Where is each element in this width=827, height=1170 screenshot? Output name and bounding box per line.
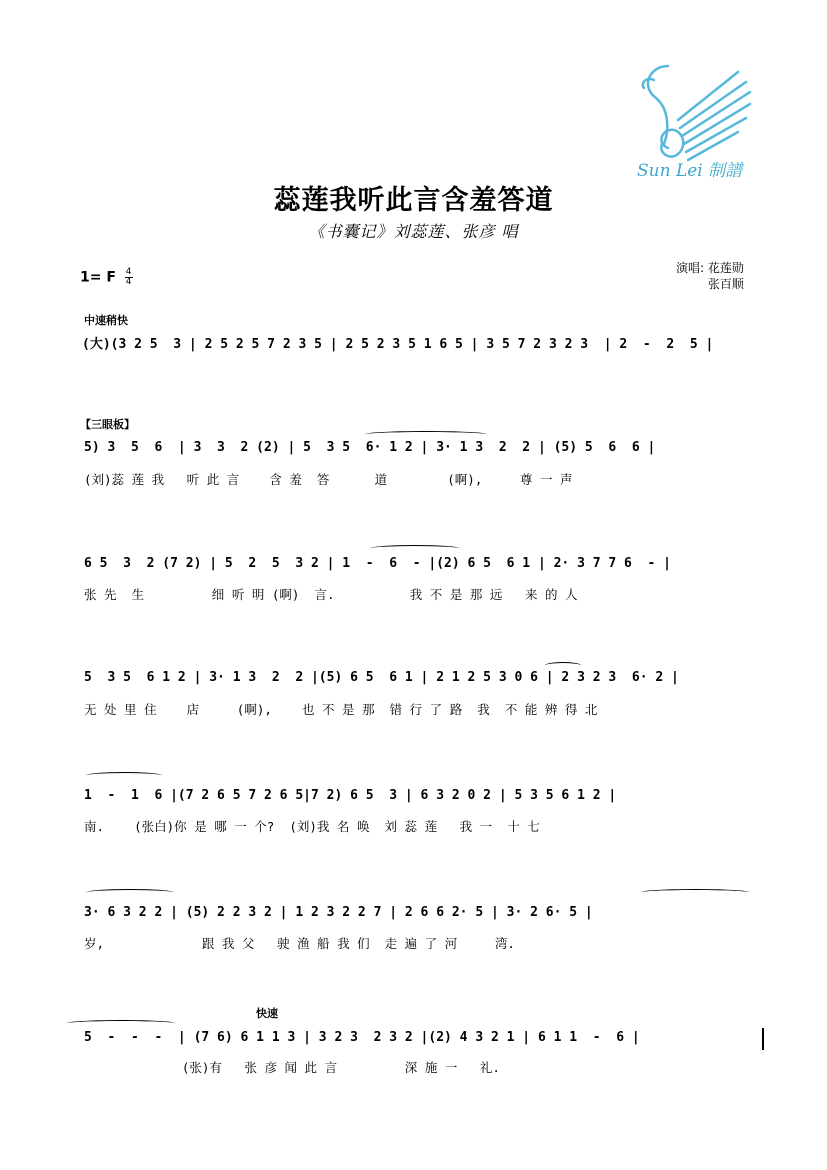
page-subtitle: 《书囊记》刘蕊莲、张彦 唱 bbox=[308, 222, 519, 241]
slur bbox=[86, 889, 174, 896]
time-sig-bottom: 4 bbox=[125, 277, 132, 287]
barline-final bbox=[762, 1028, 764, 1050]
lyrics-line-6: 岁, 跟 我 父 驶 渔 船 我 们 走 遍 了 河 湾. bbox=[84, 936, 515, 951]
notation-line-4: 5 3 5 6 1 2 | 3· 1 3 2 2 |(5) 6 5 6 1 | 2 1 2 5 3 0 6 | 2 3 2 3 6· 2 | bbox=[84, 670, 679, 685]
credits bbox=[676, 260, 744, 292]
notation-line-3: 6 5 3 2 (7 2) | 5 2 5 3 2 | 1 - 6 - |(2) 6 5 6 1 | 2· 3 7 7 6 - | bbox=[84, 556, 671, 571]
tempo-marking-fast: 快速 bbox=[256, 1007, 278, 1020]
notation-line-1: (大)(3 2 5 3 | 2 5 2 5 7 2 3 5 | 2 5 2 3 5 1 6 5 | 3 5 7 2 3 2 3 | 2 - 2 5 | bbox=[82, 337, 714, 352]
credits-names bbox=[708, 260, 744, 292]
key-signature bbox=[80, 268, 133, 287]
singer-2: 张百顺 bbox=[707, 277, 744, 291]
slur bbox=[364, 431, 488, 438]
slur bbox=[640, 889, 750, 896]
page-title: 蕊莲我听此言含羞答道 bbox=[273, 185, 554, 216]
slur bbox=[545, 662, 581, 669]
credits-label: 演唱: bbox=[676, 261, 705, 275]
notation-line-6: 3· 6 3 2 2 | (5) 2 2 3 2 | 1 2 3 2 2 7 | 2 6 6 2· 5 | 3· 2 6· 5 | bbox=[84, 905, 593, 920]
slur bbox=[66, 1020, 176, 1027]
singer-1: 花莲勋 bbox=[707, 261, 744, 275]
time-signature bbox=[125, 268, 133, 287]
time-sig-top: 4 bbox=[125, 267, 132, 277]
lyrics-line-7: (张)有 张 彦 闻 此 言 深 施 一 礼. bbox=[84, 1060, 500, 1075]
slur bbox=[86, 772, 162, 779]
lyrics-line-2: (刘)蕊 莲 我 听 此 言 含 羞 答 道 (啊), 尊 一 声 bbox=[84, 472, 573, 487]
lyrics-line-3: 张 先 生 细 听 明 (啊) 言. 我 不 是 那 远 来 的 人 bbox=[84, 587, 578, 602]
tempo-marking: 中速稍快 bbox=[84, 314, 128, 327]
lyrics-line-5: 南. (张白)你 是 哪 一 个? (刘)我 名 唤 刘 蕊 莲 我 一 十 七 bbox=[84, 819, 540, 834]
banshi-marking: 【三眼板】 bbox=[80, 418, 135, 431]
notation-line-7: 5 - - - | (7 6) 6 1 1 3 | 3 2 3 2 3 2 |(2) 4 3 2 1 | 6 1 1 - 6 | bbox=[84, 1030, 640, 1045]
lyrics-line-4: 无 处 里 住 店 (啊), 也 不 是 那 错 行 了 路 我 不 能 辨 得 北 bbox=[84, 702, 598, 717]
key-label: 1= F bbox=[80, 269, 116, 286]
logo-text: Sun Lei 制譜 bbox=[637, 161, 743, 181]
slur bbox=[370, 545, 460, 552]
notation-line-2: 5) 3 5 6 | 3 3 2 (2) | 5 3 5 6· 1 2 | 3· 1 3 2 2 | (5) 5 6 6 | bbox=[84, 440, 656, 455]
notation-line-5: 1 - 1 6 |(7 2 6 5 7 2 6 5|7 2) 6 5 3 | 6 3 2 0 2 | 5 3 5 6 1 2 | bbox=[84, 788, 617, 803]
